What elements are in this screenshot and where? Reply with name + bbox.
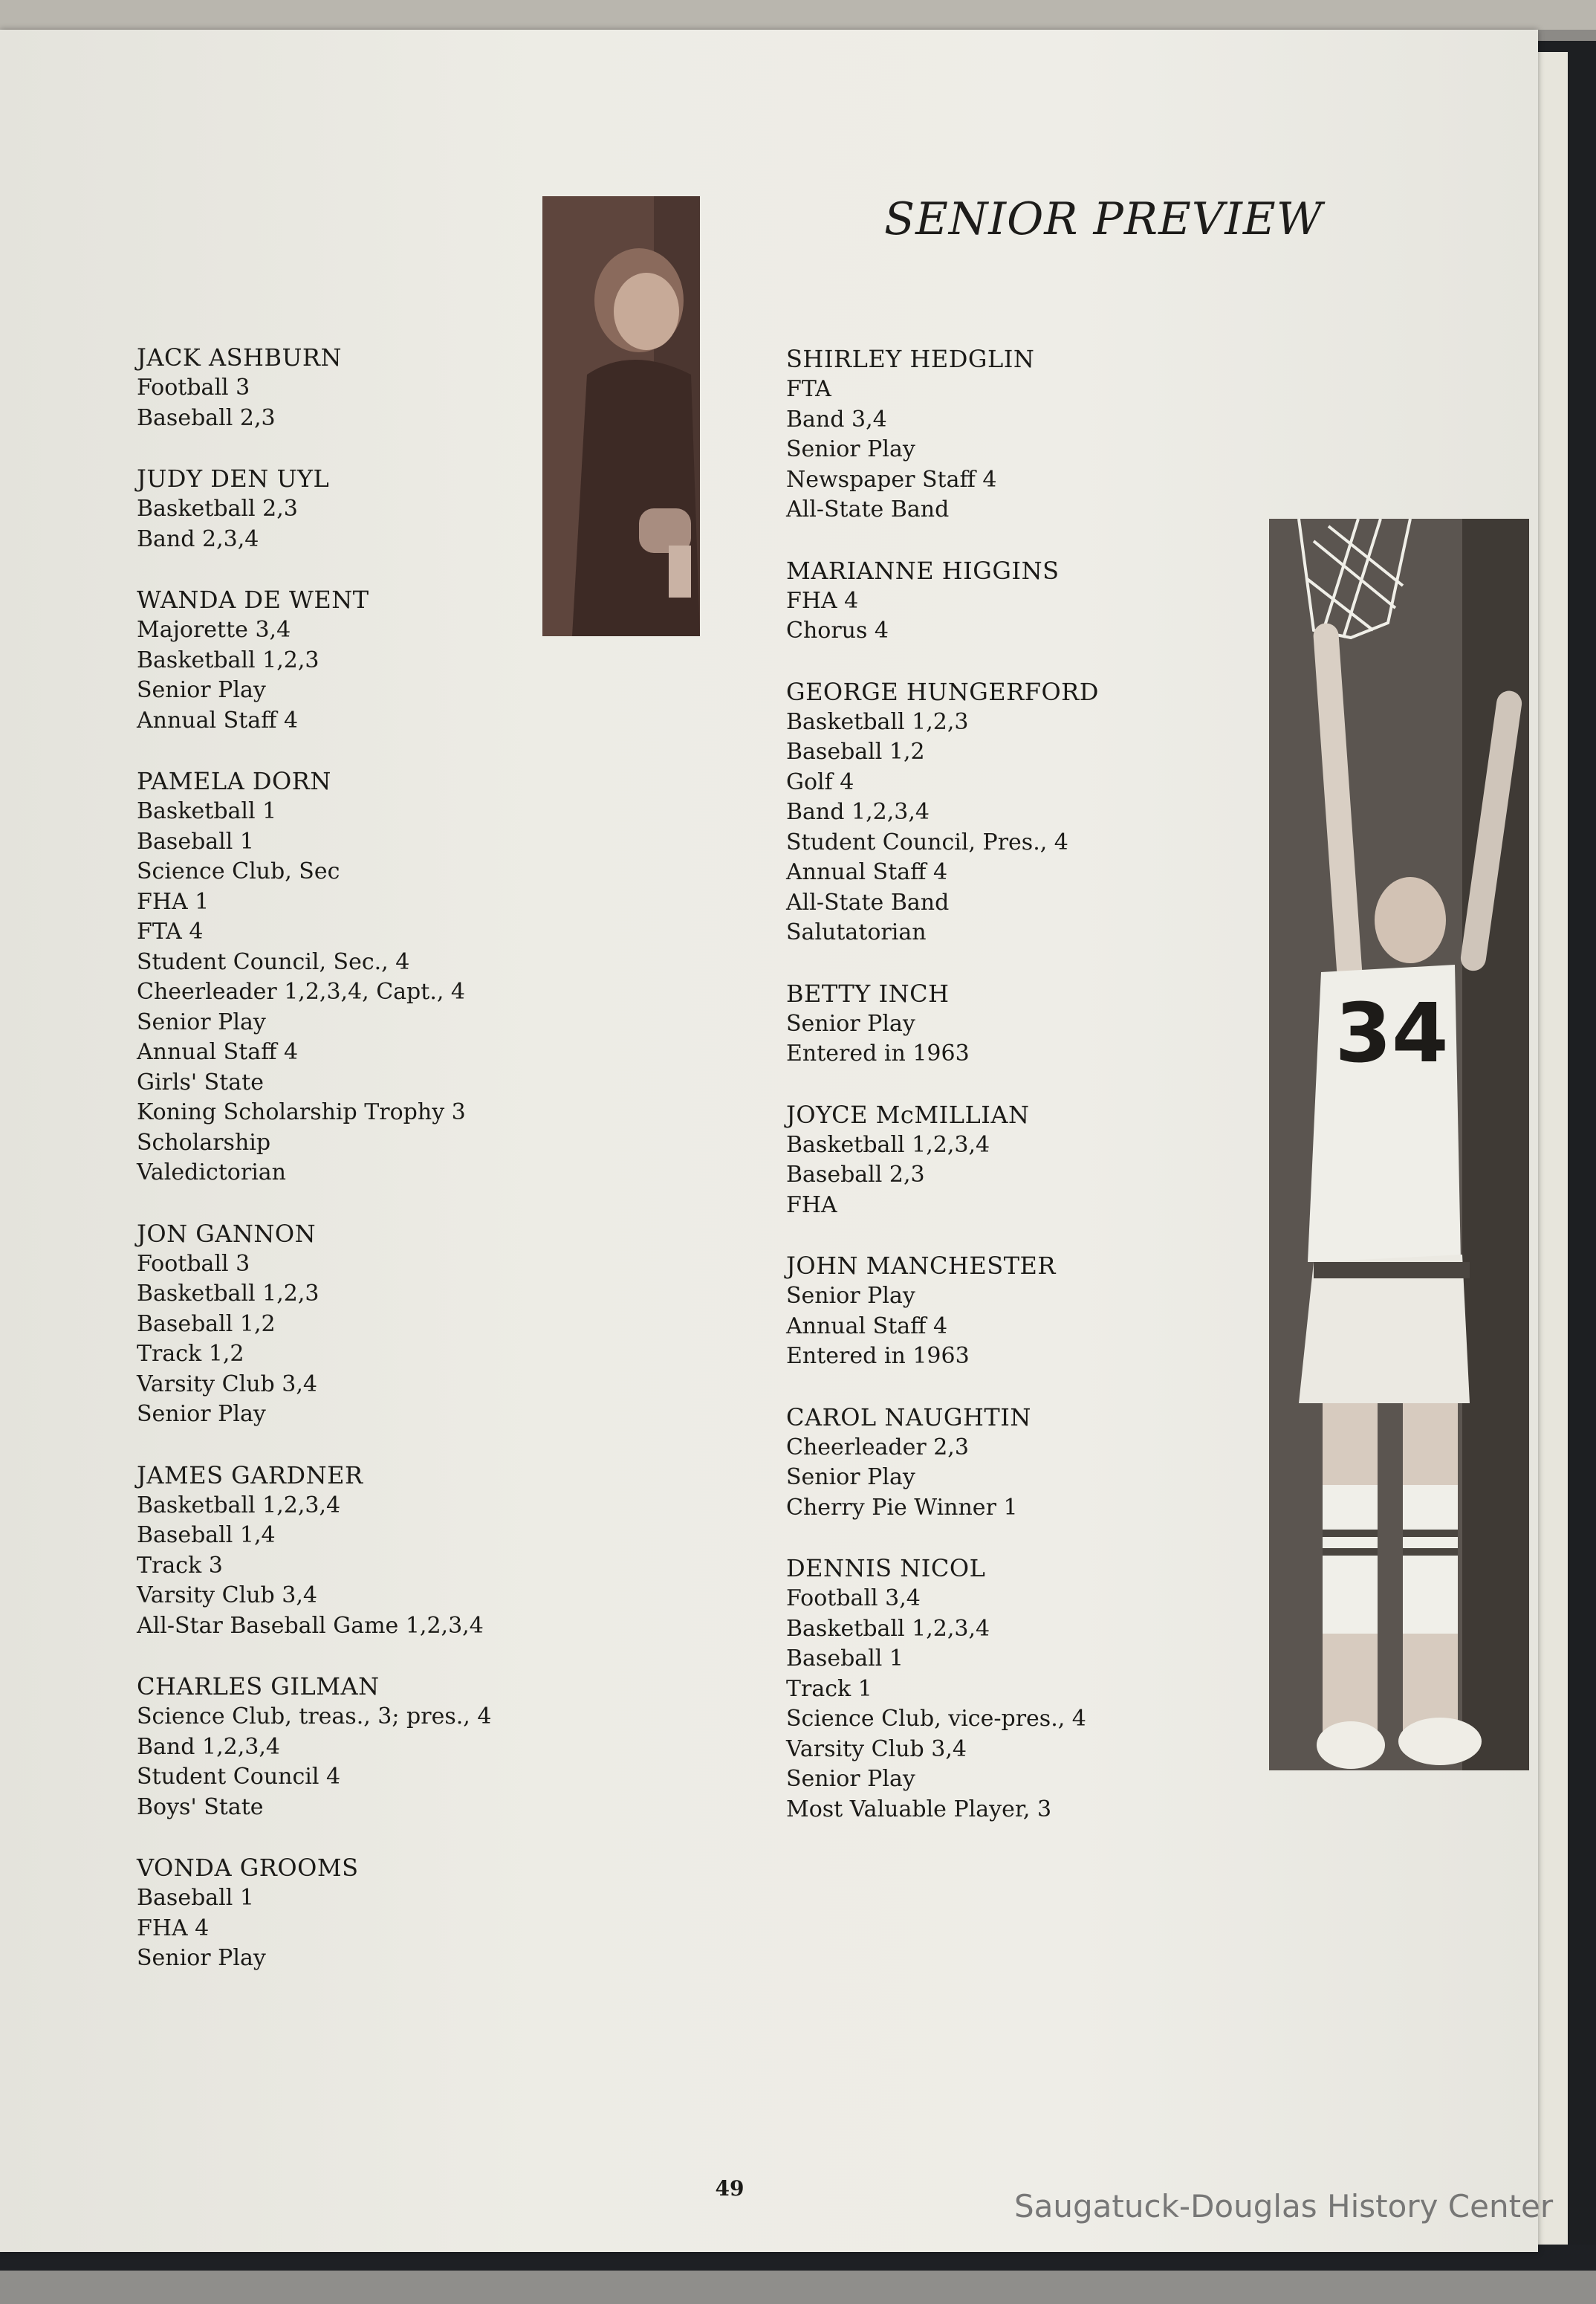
basketball-player-photo — [1269, 519, 1529, 1770]
senior-entry — [786, 1099, 1247, 1221]
activity-line: Boys' State — [137, 1793, 264, 1820]
activity-line: Basketball 2,3 — [137, 496, 298, 522]
activity-line: Senior Play — [786, 1010, 915, 1037]
activity-line: Majorette 3,4 — [137, 617, 291, 643]
activity-line: Senior Play — [786, 1464, 915, 1490]
yearbook-page — [0, 30, 1538, 2252]
senior-name: BETTY INCH — [786, 979, 950, 1008]
activity-line: Chorus 4 — [786, 618, 889, 644]
activity-line: Basketball 1,2,3,4 — [786, 1131, 990, 1158]
senior-name: CAROL NAUGHTIN — [786, 1402, 1031, 1431]
activity-line: FTA 4 — [137, 919, 204, 945]
activity-line: All-Star Baseball Game 1,2,3,4 — [137, 1612, 484, 1639]
senior-name: SHIRLEY HEDGLIN — [786, 345, 1035, 373]
activity-line: Basketball 1 — [137, 798, 277, 824]
senior-name: CHARLES GILMAN — [137, 1672, 380, 1701]
activity-line: Baseball 1 — [137, 828, 254, 855]
activity-line: Koning Scholarship Trophy 3 — [137, 1099, 466, 1125]
activity-line: Football 3 — [137, 375, 250, 401]
activity-line: Senior Play — [786, 436, 915, 462]
activity-line: Student Council, Pres., 4 — [786, 829, 1068, 855]
senior-entry — [137, 1460, 568, 1642]
activity-line: FTA — [786, 376, 831, 402]
activity-line: Basketball 1,2,3,4 — [786, 1615, 990, 1642]
activity-line: Student Council 4 — [137, 1764, 341, 1790]
activity-line: Band 1,2,3,4 — [137, 1733, 280, 1760]
activity-line: Entered in 1963 — [786, 1343, 970, 1369]
activity-line: Annual Staff 4 — [786, 859, 948, 885]
senior-entry — [786, 1553, 1247, 1825]
senior-list-left — [137, 342, 568, 2004]
senior-entry — [137, 584, 568, 736]
activity-line: Most Valuable Player, 3 — [786, 1796, 1052, 1822]
senior-entry — [137, 1671, 568, 1822]
senior-name: JOYCE McMILLIAN — [786, 1100, 1030, 1129]
activity-line: Science Club, vice-pres., 4 — [786, 1706, 1086, 1732]
table-surface — [0, 2271, 1596, 2304]
jersey-number: 34 — [1334, 986, 1449, 1081]
activity-line: FHA 4 — [137, 1915, 210, 1941]
activity-line: Track 3 — [137, 1552, 223, 1579]
activity-line: Newspaper Staff 4 — [786, 466, 997, 493]
page-title: SENIOR PREVIEW — [884, 193, 1323, 245]
activity-line: FHA — [786, 1191, 837, 1218]
basketball-player-illustration — [1269, 519, 1529, 1770]
senior-name: GEORGE HUNGERFORD — [786, 677, 1099, 706]
senior-name: PAMELA DORN — [137, 767, 331, 795]
activity-line: Annual Staff 4 — [137, 1039, 299, 1065]
activity-line: Student Council, Sec., 4 — [137, 948, 410, 975]
activity-line: Valedictorian — [137, 1159, 287, 1185]
senior-name: DENNIS NICOL — [786, 1554, 986, 1582]
senior-name: WANDA DE WENT — [137, 586, 369, 614]
activity-line: Track 1 — [786, 1675, 872, 1702]
activity-line: Band 1,2,3,4 — [786, 799, 930, 825]
senior-name: JACK ASHBURN — [137, 343, 343, 372]
watermark: Saugatuck-Douglas History Center — [1014, 2188, 1554, 2224]
senior-name: VONDA GROOMS — [137, 1854, 359, 1882]
activity-line: Baseball 2,3 — [786, 1162, 925, 1188]
activity-line: Senior Play — [137, 1945, 266, 1971]
activity-line: Annual Staff 4 — [137, 707, 299, 734]
activity-line: Baseball 1,2 — [137, 1310, 276, 1337]
activity-line: All-State Band — [786, 889, 950, 916]
senior-entry — [786, 343, 1247, 525]
activity-line: Scholarship — [137, 1129, 271, 1156]
senior-entry — [786, 1402, 1247, 1524]
activity-line: Varsity Club 3,4 — [137, 1582, 317, 1608]
activity-line: FHA 4 — [786, 587, 859, 614]
activity-line: Cheerleader 1,2,3,4, Capt., 4 — [137, 979, 466, 1005]
senior-entry — [137, 463, 568, 554]
activity-line: Track 1,2 — [137, 1341, 244, 1367]
senior-entry — [786, 978, 1247, 1070]
senior-list-right — [786, 343, 1247, 1854]
activity-line: Senior Play — [786, 1766, 915, 1792]
activity-line: Baseball 1 — [137, 1885, 254, 1911]
senior-entry — [137, 1852, 568, 1974]
senior-name: JAMES GARDNER — [137, 1460, 363, 1489]
activity-line: Football 3 — [137, 1250, 250, 1277]
activity-line: Band 2,3,4 — [137, 525, 259, 552]
activity-line: Basketball 1,2,3,4 — [137, 1492, 341, 1518]
senior-name: JON GANNON — [137, 1219, 317, 1248]
binder-top-edge — [0, 0, 1596, 30]
activity-line: Golf 4 — [786, 768, 854, 795]
activity-line: Cherry Pie Winner 1 — [786, 1494, 1018, 1521]
activity-line: Basketball 1,2,3 — [137, 647, 319, 673]
activity-line: Cheerleader 2,3 — [786, 1434, 969, 1460]
activity-line: Varsity Club 3,4 — [137, 1371, 317, 1397]
activity-line: Basketball 1,2,3 — [137, 1281, 319, 1307]
senior-name: JOHN MANCHESTER — [786, 1252, 1056, 1280]
page-number: 49 — [715, 2176, 745, 2201]
activity-line: Salutatorian — [786, 919, 927, 945]
activity-line: Senior Play — [137, 677, 266, 703]
senior-entry — [137, 342, 568, 433]
activity-line: Entered in 1963 — [786, 1041, 970, 1067]
activity-line: Girls' State — [137, 1069, 264, 1096]
senior-entry — [786, 1250, 1247, 1372]
activity-line: Baseball 1,4 — [137, 1522, 276, 1548]
activity-line: Senior Play — [137, 1009, 266, 1035]
activity-line: Baseball 2,3 — [137, 404, 276, 431]
activity-line: Basketball 1,2,3 — [786, 708, 969, 735]
activity-line: Football 3,4 — [786, 1585, 921, 1611]
activity-line: Varsity Club 3,4 — [786, 1735, 967, 1762]
activity-line: Band 3,4 — [786, 406, 887, 433]
activity-line: FHA 1 — [137, 888, 210, 915]
senior-entry — [137, 1218, 568, 1430]
senior-entry — [786, 555, 1247, 647]
activity-line: Baseball 1 — [786, 1646, 904, 1672]
senior-entry — [137, 766, 568, 1188]
senior-entry — [786, 676, 1247, 948]
activity-line: Science Club, treas., 3; pres., 4 — [137, 1703, 492, 1729]
senior-name: JUDY DEN UYL — [137, 465, 330, 493]
activity-line: Annual Staff 4 — [786, 1313, 948, 1339]
activity-line: Senior Play — [786, 1283, 915, 1309]
activity-line: All-State Band — [786, 496, 950, 522]
activity-line: Baseball 1,2 — [786, 739, 925, 765]
activity-line: Science Club, Sec — [137, 858, 340, 884]
senior-name: MARIANNE HIGGINS — [786, 556, 1060, 585]
activity-line: Senior Play — [137, 1401, 266, 1427]
